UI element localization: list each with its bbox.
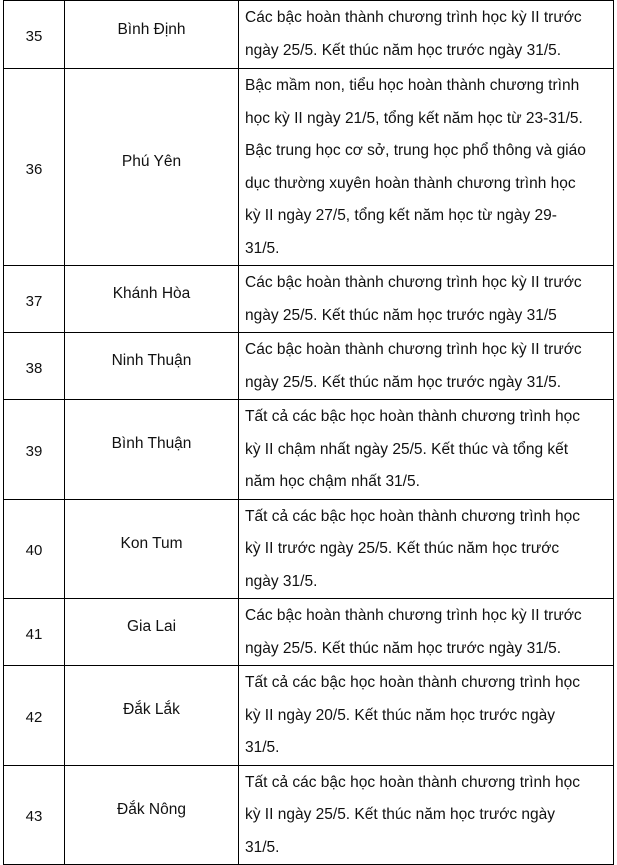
schedule-description-cell: Các bậc hoàn thành chương trình học kỳ II trước ngày 25/5. Kết thúc năm học trước ngày 31/5.: [239, 1, 614, 69]
row-number-cell: 36: [4, 69, 65, 266]
province-cell: Đắk Lắk: [65, 666, 239, 766]
schedule-description-cell: Tất cả các bậc học hoàn thành chương trình học kỳ II chậm nhất ngày 25/5. Kết thúc và tổng kết năm học chậm nhất 31/5.: [239, 400, 614, 500]
table-row: [4, 266, 614, 333]
table-row: [4, 69, 614, 266]
table-row: [4, 499, 614, 599]
row-number-cell: 40: [4, 499, 65, 599]
province-cell: Khánh Hòa: [65, 266, 239, 333]
schedule-description-cell: Bậc mầm non, tiểu học hoàn thành chương trình học kỳ II ngày 21/5, tổng kết năm học từ 23-31/5. Bậc trung học cơ sở, trung học phổ thông và giáo dục thường xuyên hoàn thành chương trình học kỳ II ngày 27/5, tổng kết năm học từ ngày 29- 31/5.: [239, 69, 614, 266]
schedule-description-cell: Các bậc hoàn thành chương trình học kỳ II trước ngày 25/5. Kết thúc năm học trước ngày 31/5: [239, 266, 614, 333]
table-row: [4, 1, 614, 69]
row-number-cell: 42: [4, 666, 65, 766]
province-cell: Ninh Thuận: [65, 333, 239, 400]
table-row: [4, 765, 614, 865]
table-row: [4, 599, 614, 666]
row-number-cell: 37: [4, 266, 65, 333]
province-cell: Bình Định: [65, 1, 239, 69]
province-cell: Kon Tum: [65, 499, 239, 599]
schedule-description-cell: Tất cả các bậc học hoàn thành chương trình học kỳ II ngày 20/5. Kết thúc năm học trước ngày 31/5.: [239, 666, 614, 766]
school-year-schedule-table: [3, 0, 614, 865]
row-number-cell: 43: [4, 765, 65, 865]
province-cell: Phú Yên: [65, 69, 239, 266]
schedule-description-cell: Các bậc hoàn thành chương trình học kỳ II trước ngày 25/5. Kết thúc năm học trước ngày 31/5.: [239, 333, 614, 400]
province-cell: Gia Lai: [65, 599, 239, 666]
schedule-description-cell: Tất cả các bậc học hoàn thành chương trình học kỳ II trước ngày 25/5. Kết thúc năm học trước ngày 31/5.: [239, 499, 614, 599]
schedule-description-cell: Các bậc hoàn thành chương trình học kỳ II trước ngày 25/5. Kết thúc năm học trước ngày 31/5.: [239, 599, 614, 666]
row-number-cell: 38: [4, 333, 65, 400]
row-number-cell: 35: [4, 1, 65, 69]
row-number-cell: 41: [4, 599, 65, 666]
schedule-description-cell: Tất cả các bậc học hoàn thành chương trình học kỳ II ngày 25/5. Kết thúc năm học trước ngày 31/5.: [239, 765, 614, 865]
table-row: [4, 333, 614, 400]
table-row: [4, 400, 614, 500]
province-cell: Đắk Nông: [65, 765, 239, 865]
table-row: [4, 666, 614, 766]
province-cell: Bình Thuận: [65, 400, 239, 500]
row-number-cell: 39: [4, 400, 65, 500]
